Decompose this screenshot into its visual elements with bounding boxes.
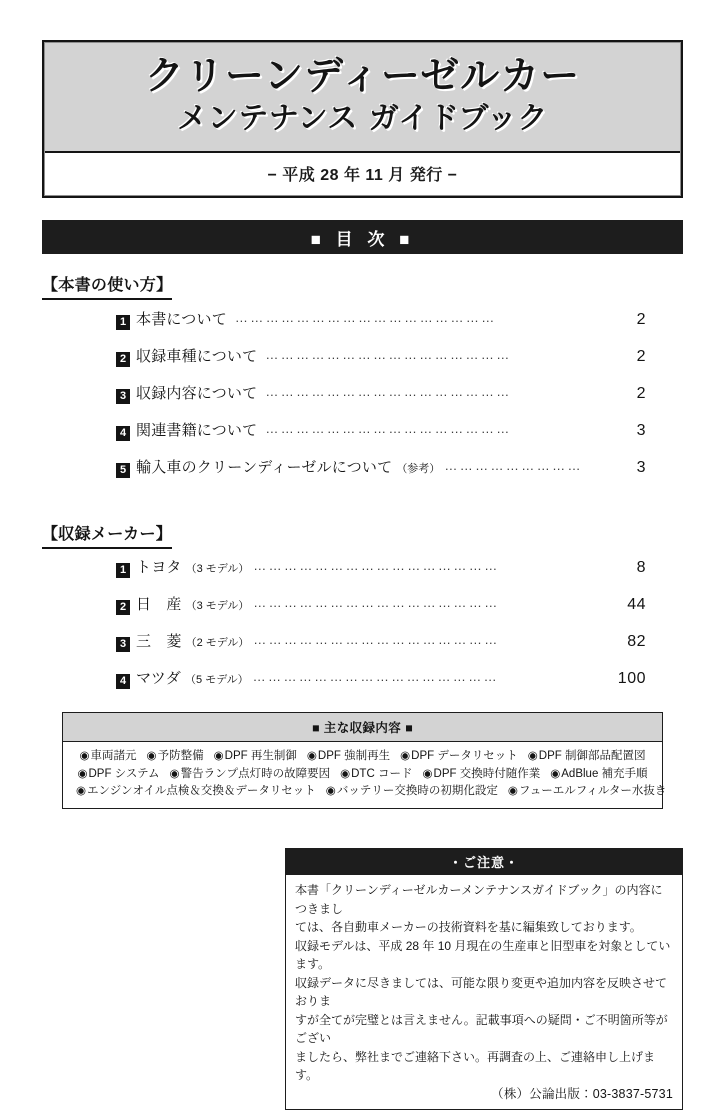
toc-entry-page: 2 [636, 348, 646, 365]
section-heading-usage: 【本書の使い方】 [42, 272, 172, 300]
item-number-badge: 4 [116, 674, 130, 689]
toc-entry[interactable] [116, 382, 646, 419]
toc-entry[interactable] [116, 556, 646, 593]
toc-entry-note: （2 モデル） [185, 637, 250, 649]
main-contents-item [340, 768, 412, 780]
dot-leader: ………………………………………… [252, 669, 500, 684]
toc-entry-page: 8 [636, 559, 646, 576]
main-contents-item [550, 768, 647, 780]
toc-entry-page: 44 [627, 596, 646, 613]
toc-entry-note: （参考） [396, 463, 441, 475]
bullet-icon: ◉ [169, 767, 180, 780]
toc-header-label: ■ 目 次 ■ [310, 229, 415, 249]
dot-leader: ………………………………………… [265, 347, 512, 362]
toc-entry-label: 収録車種について [136, 348, 258, 365]
toc-entry[interactable] [116, 593, 646, 630]
dot-leader: ……………………… [444, 458, 583, 473]
main-contents-item [214, 750, 297, 762]
dot-leader: …………………………………………… [234, 310, 497, 325]
publication-date: − 平成 28 年 11 月 発行 − [45, 153, 680, 195]
item-number-badge: 2 [116, 352, 130, 367]
item-number-badge: 1 [116, 563, 130, 578]
main-contents-header: ■ 主な収録内容 ■ [63, 713, 662, 742]
main-contents-item [77, 768, 159, 780]
toc-entry-label: 日 産 [136, 596, 182, 613]
main-contents-item-label: DPF 制御部品配置図 [538, 750, 646, 762]
toc-entry-label: トヨタ [136, 559, 182, 576]
main-contents-item [170, 768, 331, 780]
main-contents-item [76, 785, 316, 797]
main-contents-item [147, 750, 204, 762]
main-contents-item-label: バッテリー交換時の初期化設定 [336, 785, 498, 797]
toc-entry-page: 3 [636, 422, 646, 439]
notice-line: すが全てが完璧とは言えません。記載事項への疑問・ご不明箇所等がござい [295, 1012, 668, 1045]
main-contents-item [508, 785, 667, 797]
toc-entry-label: 関連書籍について [136, 422, 258, 439]
main-contents-row [71, 766, 654, 784]
toc-entry-page: 2 [636, 311, 646, 328]
toc-entry-label: 収録内容について [136, 385, 258, 402]
item-number-badge: 3 [116, 389, 130, 404]
bullet-icon: ◉ [306, 750, 317, 762]
bullet-icon: ◉ [77, 767, 88, 780]
dot-leader: ………………………………………… [253, 595, 500, 610]
dot-leader: ………………………………………… [253, 632, 500, 647]
main-contents-item [80, 750, 137, 762]
toc-entry[interactable] [116, 667, 646, 704]
main-contents-item-label: DPF 再生制御 [224, 750, 297, 762]
toc-entry-label: 三 菱 [136, 633, 182, 650]
main-contents-item-label: 予防整備 [157, 750, 204, 762]
main-contents-item-label: DPF システム [88, 767, 160, 780]
toc-entry[interactable] [116, 630, 646, 667]
item-number-badge: 5 [116, 463, 130, 478]
toc-entry-note: （3 モデル） [185, 563, 250, 575]
toc-header-bar [42, 220, 683, 254]
main-contents-item-label: DTC コード [351, 767, 413, 780]
bullet-icon: ◉ [422, 767, 433, 780]
toc-entry-note: （5 モデル） [185, 674, 249, 686]
main-contents-item [422, 768, 540, 780]
toc-entry[interactable] [116, 419, 646, 456]
notice-line: 本書「クリーンディーゼルカーメンテナンスガイドブック」の内容につきまし [295, 883, 663, 916]
title-band [45, 43, 680, 153]
main-contents-item-label: 車両諸元 [90, 750, 137, 762]
bullet-icon: ◉ [325, 785, 336, 797]
toc-list-makers [116, 556, 646, 704]
main-contents-row [71, 748, 654, 766]
toc-entry-note: （3 モデル） [185, 600, 250, 612]
item-number-badge: 1 [116, 315, 130, 330]
main-contents-row [71, 783, 667, 801]
bullet-icon: ◉ [400, 750, 411, 762]
toc-entry-label: 輸入車のクリーンディーゼルについて [136, 459, 393, 476]
notice-line: 収録モデルは、平成 28 年 10 月現在の生産車と旧型車を対象としています。 [295, 938, 671, 971]
main-contents-item-label: エンジンオイル点検＆交換＆データリセット [87, 785, 316, 797]
dot-leader: ………………………………………… [265, 421, 512, 436]
notice-line: ましたら、弊社までご連絡下さい。再調査の上、ご連絡申し上げます。 [295, 1049, 656, 1082]
main-contents-item-label: AdBlue 補充手順 [561, 767, 648, 780]
notice-box [285, 848, 683, 1110]
title-box-inner-frame [44, 42, 681, 196]
bullet-icon: ◉ [76, 785, 87, 797]
bullet-icon: ◉ [527, 750, 538, 762]
toc-entry[interactable] [116, 308, 646, 345]
item-number-badge: 2 [116, 600, 130, 615]
dot-leader: ………………………………………… [253, 558, 500, 573]
main-contents-body [63, 742, 667, 808]
page-title: クリーンディーゼルカー [144, 54, 581, 99]
publisher-contact: （株）公論出版：03-3837-5731 [491, 1086, 673, 1101]
dot-leader: ………………………………………… [265, 384, 512, 399]
bullet-icon: ◉ [340, 767, 351, 780]
page-subtitle: メンテナンス ガイドブック [177, 100, 548, 136]
item-number-badge: 4 [116, 426, 130, 441]
toc-entry-page: 2 [636, 385, 646, 402]
main-contents-item-label: DPF 交換時付随作業 [433, 767, 541, 780]
toc-entry-page: 100 [617, 670, 646, 687]
toc-entry-label: マツダ [136, 670, 182, 687]
item-number-badge: 3 [116, 637, 130, 652]
main-contents-item-label: DPF 強制再生 [317, 750, 391, 762]
toc-entry[interactable] [116, 456, 646, 493]
section-heading-makers: 【収録メーカー】 [42, 521, 172, 549]
toc-entry-page: 82 [627, 633, 646, 650]
notice-body [286, 875, 682, 1109]
main-contents-item-label: フューエルフィルター水抜き [518, 785, 667, 797]
toc-entry-label: 本書について [136, 311, 227, 328]
bullet-icon: ◉ [79, 750, 90, 762]
toc-entry[interactable] [116, 345, 646, 382]
bullet-icon: ◉ [550, 767, 561, 780]
main-contents-item-label: DPF データリセット [411, 750, 518, 762]
main-contents-item [528, 750, 646, 762]
toc-entry-page: 3 [636, 459, 646, 476]
main-contents-item [307, 750, 390, 762]
toc-list-usage [116, 308, 646, 493]
bullet-icon: ◉ [213, 750, 224, 762]
main-contents-item [326, 785, 498, 797]
bullet-icon: ◉ [146, 750, 157, 762]
bullet-icon: ◉ [507, 785, 518, 797]
notice-line: ては、各自動車メーカーの技術資料を基に編集致しております。 [295, 920, 642, 934]
notice-line: 収録データに尽きましては、可能な限り変更や追加内容を反映させておりま [295, 975, 668, 1008]
main-contents-item-label: 警告ランプ点灯時の故障要因 [180, 767, 331, 780]
notice-header: ・ご注意・ [286, 849, 682, 875]
main-contents-box [62, 712, 667, 809]
main-contents-item [400, 750, 518, 762]
title-box [42, 40, 683, 198]
